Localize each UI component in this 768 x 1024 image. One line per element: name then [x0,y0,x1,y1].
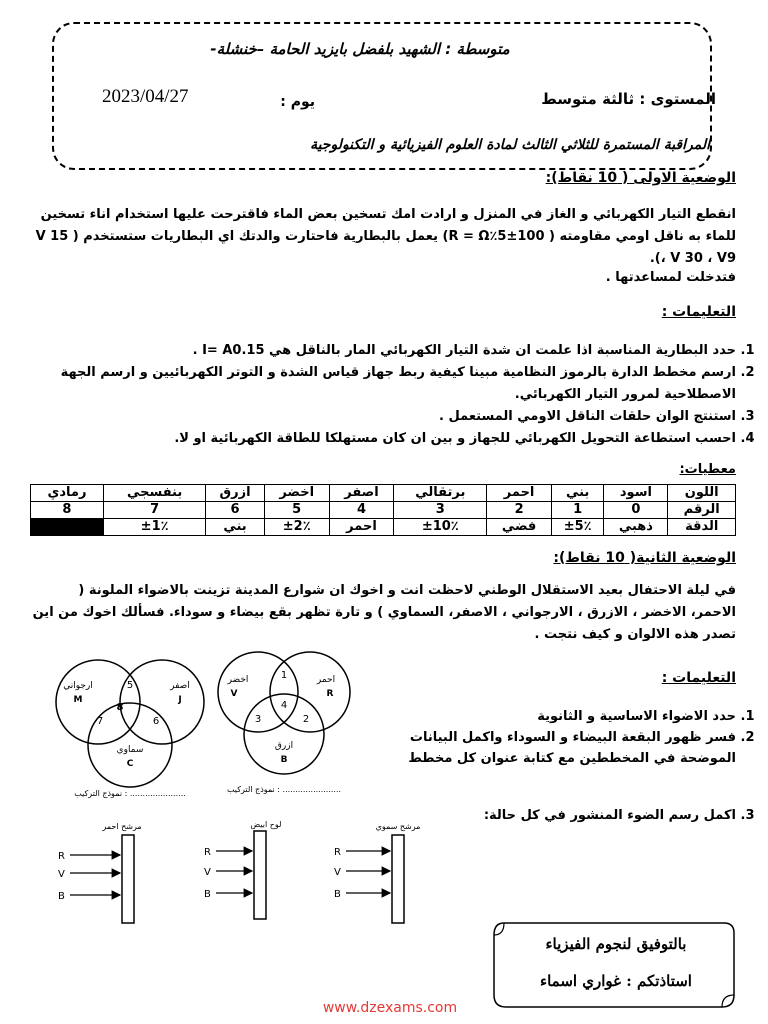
signature-line2: استاذتكم : غواري اسماء [540,972,692,990]
table-cell: 5 [264,502,329,519]
table-cell: فضي [487,519,552,536]
venn-label: R [326,689,334,699]
filter-white-plate [204,820,281,919]
instruction-item: 3. اكمل رسم الضوء المنشور في كل حالة: [370,805,736,826]
instruction-item: 3. استنتج الوان حلقات الناقل الاومي المستعمل . [30,406,736,428]
ray-label: R [334,847,341,858]
venn-subtractive [56,660,204,798]
venn-label: سماوي [116,745,144,755]
table-cell: 1 [551,502,604,519]
venn-label: احمر [316,675,336,685]
table-cell: ±5٪ [551,519,604,536]
table-cell: ±10٪ [394,519,487,536]
venn-diagrams [20,640,360,800]
ray-label: B [334,889,341,900]
venn-label: B [280,755,288,765]
venn-label: ازرق [274,741,294,751]
table-cell: رمادي [31,485,104,502]
table-cell: الرقم [668,502,736,519]
table-cell: اللون [668,485,736,502]
table-cell: 3 [394,502,487,519]
table-row [31,502,736,519]
venn-caption: نموذج التركيب : ....................... [226,785,342,794]
venn-label: اخضر [227,675,249,685]
table-cell: 6 [206,502,264,519]
situation2-instructions [370,706,756,769]
situation1-instructions-title: التعليمات : [661,304,736,320]
venn-label: V [230,689,238,699]
venn-label: ارجواني [63,681,93,691]
venn-circle [120,660,204,744]
situation1-instructions [30,340,756,450]
exam-date: 2023/04/27 [102,86,189,107]
table-cell: احمر [487,485,552,502]
school-name: متوسطة : الشهيد بلفضل بايزيد الحامة –خنشلة- [210,40,510,58]
venn-circle [56,660,140,744]
venn-number: 5 [126,680,134,691]
ray-label: B [204,889,211,900]
filter-plate [392,835,404,923]
venn-number: 7 [96,716,104,727]
table-cell: اخضر [264,485,329,502]
instruction-item: 2. فسر ظهور البقعة البيضاء و السوداء واكمل البيانات الموضحة في المخططين مع كتابة عنوان كل مخطط [370,727,736,769]
table-cell: اسود [604,485,668,502]
table-cell: 7 [103,502,205,519]
filter-label: مرشح احمر [102,822,142,831]
situation2-instructions-title: التعليمات : [661,670,736,686]
venn-label: اصفر [170,681,190,691]
venn-number: 8 [116,702,124,713]
venn-caption: نموذج التركيب : ...................... [74,789,186,798]
table-cell: 8 [31,502,104,519]
situation1-title: الوضعية الاولى ( 10 نقاط): [545,170,736,186]
date-label: يوم : [280,94,315,110]
filter-label: لوح ابيض [250,820,282,829]
filter-plate [122,835,134,923]
venn-number: 2 [302,714,310,725]
situation1-text: انقطع التيار الكهربائي و الغاز في المنزل و ارادت امك تسخين بعض الماء فاقترحت عليها استخدام اناء تسخين للماء به ناقل اومي مقاومته ( R = Ω٪5±100) يعمل بالبطارية فاحتارت والدتك اي البطاريات ستستخدم ( V 15 ، V 30 ، V9). [35,207,736,266]
situation2-text: في ليلة الاحتفال بعيد الاستقلال الوطني لاحظت انت و اخوك ان شوارع المدينة تزينت بالاضواء الملونة ( الاحمر، الاخضر ، الازرق ، الارجواني ، الاصفر، السماوي ) و تارة تظهر بقع بيضاء و سوداء. فسألك اخوك من اين تصدر هذه الالوان و كيف نتجت . [32,583,736,642]
situation2-title: الوضعية الثانية( 10 نقاط): [553,550,736,566]
filter-diagrams [40,815,440,935]
situation1-help: فتدخلت لمساعدتها . [605,270,736,285]
filter-cyan [334,822,420,923]
instruction-item: 1. حدد الاضواء الاساسية و الثانوية [370,706,736,727]
ray-label: R [204,847,211,858]
table-cell: ±1٪ [103,519,205,536]
table-cell: بنفسجي [103,485,205,502]
table-cell: 0 [604,502,668,519]
venn-number: 4 [280,700,288,711]
table-row [31,485,736,502]
table-cell: بني [206,519,264,536]
table-cell: برتقالي [394,485,487,502]
ray-label: B [58,891,65,902]
filter-label: مرشح سموي [375,822,421,831]
exam-title: المراقبة المستمرة للثلاثي الثالث لمادة العلوم الفيزيائية و التكنولوجية [310,137,710,153]
level: المستوى : ثالثة متوسط [541,90,716,108]
venn-label: M [73,695,83,705]
venn-number: 3 [254,714,262,725]
filter-plate [254,831,266,919]
instruction-item: 4. احسب استطاعة التحويل الكهربائي للجهاز و بين ان كان مستهلكا للطاقة الكهربائية او لا. [30,428,736,450]
data-title: معطيات: [679,462,736,477]
signature-scroll [490,915,738,1015]
ray-label: V [204,867,211,878]
table-cell: 2 [487,502,552,519]
table-cell: 4 [329,502,394,519]
table-cell: ازرق [206,485,264,502]
footer-watermark: www.dzexams.com [322,1000,458,1016]
table-cell: بني [551,485,604,502]
table-cell-black [31,519,104,536]
table-cell: ±2٪ [264,519,329,536]
venn-number: 1 [280,670,288,681]
signature-line1: بالتوفيق لنجوم الفيزياء [545,935,687,953]
table-cell: اصفر [329,485,394,502]
table-cell: الدقة [668,519,736,536]
filter-red [58,822,142,923]
instruction-item: 2. ارسم مخطط الدارة بالرموز النظامية مبينا كيفية ربط جهاز قياس الشدة و التوتر الكهربائيين و ارسم الجهة الاصطلاحية لمرور التيار الكهربائي. [30,362,736,406]
table-row [31,519,736,536]
venn-additive [218,652,350,794]
ray-label: V [58,869,65,880]
resistor-color-table [30,484,736,536]
venn-label: J [178,695,182,705]
table-cell: احمر [329,519,394,536]
venn-number: 6 [152,716,160,727]
venn-label: C [126,759,134,769]
ray-label: V [334,867,341,878]
table-cell: ذهبي [604,519,668,536]
venn-circle [270,652,350,732]
ray-label: R [58,851,65,862]
instruction-item: 1. حدد البطارية المناسبة اذا علمت ان شدة التيار الكهربائي المار بالناقل هي I= A0.15 . [30,340,736,362]
